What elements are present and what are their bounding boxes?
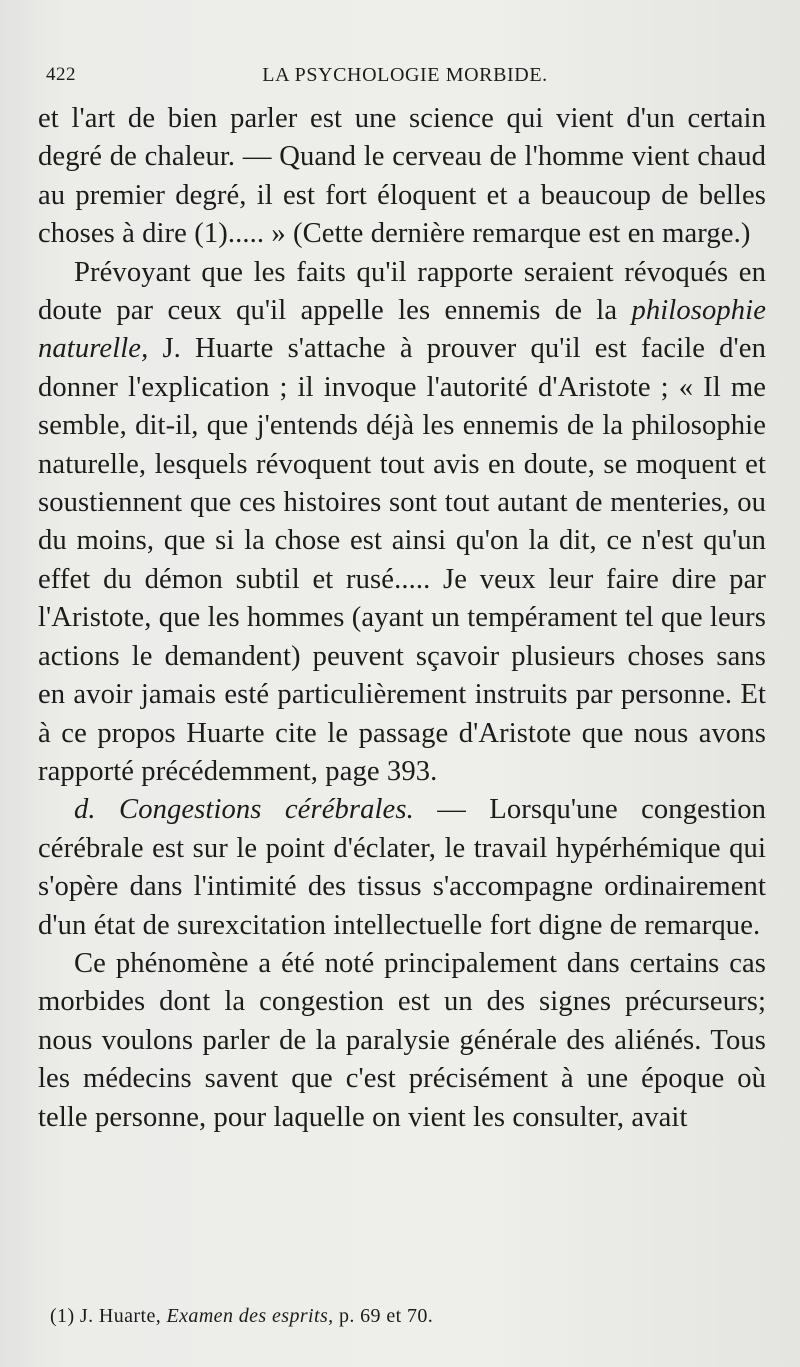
- paragraph-3: [38, 791, 766, 945]
- page-number: 422: [46, 64, 76, 85]
- section-heading-congestions: d. Congestions cérébrales.: [74, 794, 414, 826]
- paragraph-2-italic: philosophie naturelle,: [38, 295, 766, 365]
- paragraph-2-part-a: Prévoyant que les faits qu'il rapporte seraient révoqués en doute par ceux qu'il appelle les ennemis de la: [38, 256, 766, 327]
- footnote: [50, 1302, 760, 1330]
- footnote-italic-title: Examen des esprits,: [166, 1305, 334, 1327]
- paragraph-2: [38, 254, 766, 792]
- body-text: [38, 100, 766, 1137]
- paragraph-2-part-b: J. Huarte s'attache à prouver qu'il est facile d'en donner l'explication ; il invoque l'autorité d'Aristote ; « Il me semble, dit-il, que j'entends déjà les ennemis de la philosophie naturelle, lesquels révoquent tout avis en doute, se moquent et soustiennent que ces histoires sont tout autant de menteries, ou du moins, que si la chose est ainsi qu'on la dit, ce n'est qu'un effet du démon subtil et rusé..... Je veux leur faire dire par l'Aristote, que les hommes (ayant un tempérament tel que leurs actions le demandent) peuvent sçavoir plusieurs choses sans en avoir jamais esté particulièrement instruits par personne. Et à ce propos Huarte cite le passage d'Aristote que nous avons rapporté précédemment, page 393.: [38, 333, 766, 787]
- paragraph-4: Ce phénomène a été noté principalement dans certains cas morbides dont la congestion est un des signes précurseurs; nous voulons parler de la paralysie générale des aliénés. Tous les médecins savent que c'est précisément à une époque où telle personne, pour laquelle on vient les consulter, avait: [38, 947, 766, 1133]
- running-head: [40, 60, 770, 90]
- paragraph-1: et l'art de bien parler est une science qui vient d'un certain degré de chaleur. — Quand le cerveau de l'homme vient chaud au premier degré, il est fort éloquent et a beaucoup de belles choses à dire (1)..... » (Cette dernière remarque est en marge.): [38, 103, 766, 250]
- footnote-part-a: (1) J. Huarte,: [50, 1305, 167, 1327]
- running-title: LA PSYCHOLOGIE MORBIDE.: [262, 64, 548, 86]
- footnote-part-b: p. 69 et 70.: [333, 1305, 434, 1327]
- paragraph-3-text: — Lorsqu'une congestion cérébrale est sur le point d'éclater, le travail hypérhémique qui s'opère dans l'intimité des tissus s'accompagne ordinairement d'un état de surexcitation intellectuelle fort digne de remarque.: [38, 794, 767, 941]
